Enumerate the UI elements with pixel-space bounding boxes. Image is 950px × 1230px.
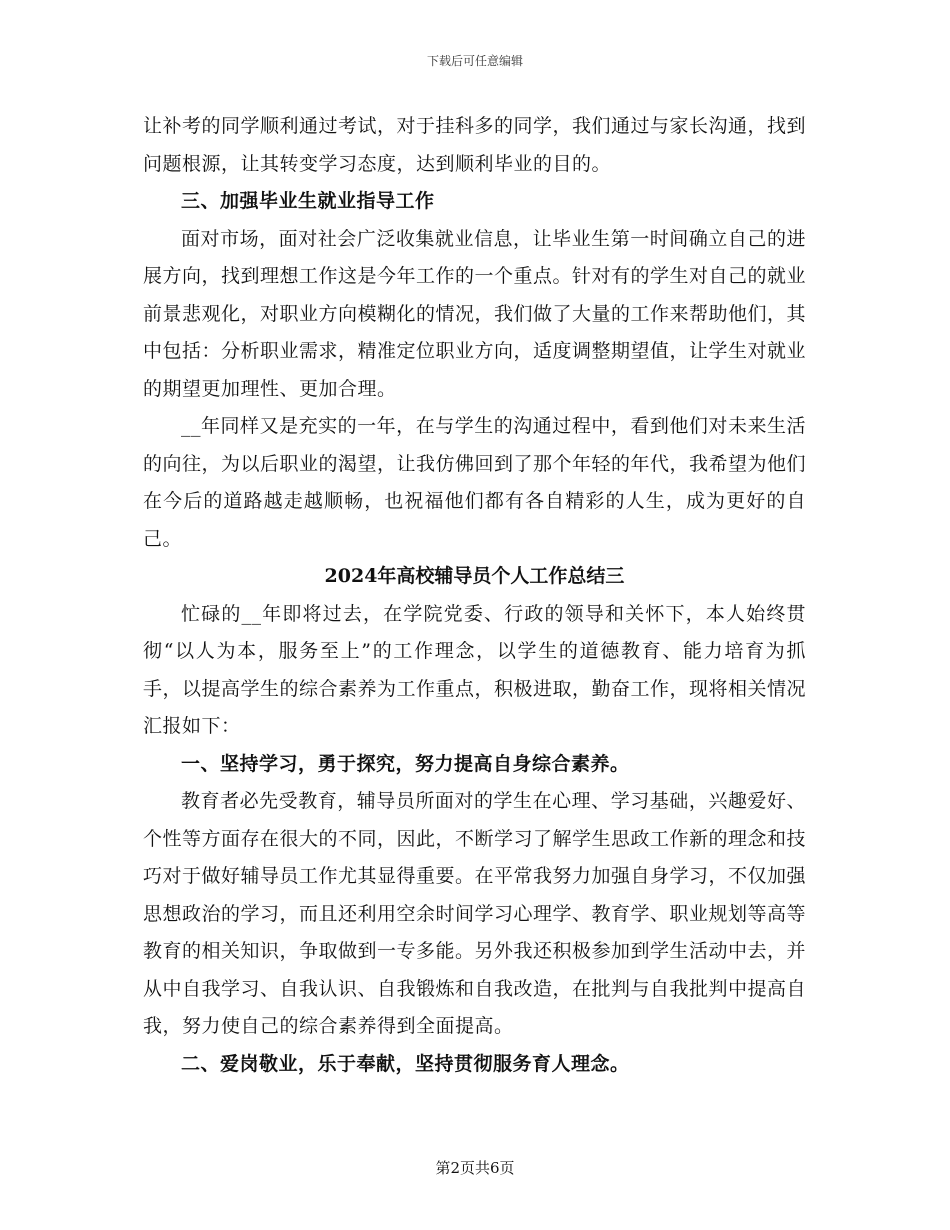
page-number: 第2页共6页 [435,1159,515,1177]
document-title: 2024年高校辅导员个人工作总结三 [324,565,625,587]
paragraph-year-summary: __年同样又是充实的一年，在与学生的沟通过程中，看到他们对未来生活的向往，为以后职业的渴望，让我仿佛回到了那个年轻的年代，我希望为他们在今后的道路越走越顺畅，也祝福他们都有各自精彩的人生，成为更好的自己。 [143,415,807,550]
paragraph-continuation: 让补考的同学顺利通过考试，对于挂科多的同学，我们通过与家长沟通，找到问题根源，让其转变学习态度，达到顺利毕业的目的。 [143,115,807,175]
paragraph-intro: 忙碌的__年即将过去，在学院党委、行政的领导和关怀下，本人始终贯彻“以人为本，服务至上”的工作理念，以学生的道德教育、能力培育为抓手，以提高学生的综合素养为工作重点，积极进取，勤奋工作，现将相关情况汇报如下： [143,602,807,737]
paragraph-learning: 教育者必先受教育，辅导员所面对的学生在心理、学习基础，兴趣爱好、个性等方面存在很大的不同，因此，不断学习了解学生思政工作新的理念和技巧对于做好辅导员工作尤其显得重要。在平常我努力加强自身学习，不仅加强思想政治的学习，而且还利用空余时间学习心理学、教育学、职业规划等高等教育的相关知识，争取做到一专多能。另外我还积极参加到学生活动中去，并从中自我学习、自我认识、自我锻炼和自我改造，在批判与自我批判中提高自我，努力使自己的综合素养得到全面提高。 [143,790,807,1037]
page-header: 下载后可任意编辑 [426,54,523,68]
paragraph-employment: 面对市场，面对社会广泛收集就业信息，让毕业生第一时间确立自己的进展方向，找到理想工作这是今年工作的一个重点。针对有的学生对自己的就业前景悲观化，对职业方向模糊化的情况，我们做了大量的工作来帮助他们，其中包括：分析职业需求，精准定位职业方向，适度调整期望值，让学生对就业的期望更加理性、更加合理。 [143,227,807,400]
section-heading-3: 三、加强毕业生就业指导工作 [181,190,435,212]
section-heading-2: 二、爱岗敬业，乐于奉献，坚持贯彻服务育人理念。 [181,1052,630,1075]
section-heading-1: 一、坚持学习，勇于探究，努力提高自身综合素养。 [181,752,630,775]
document-body [143,108,806,1083]
